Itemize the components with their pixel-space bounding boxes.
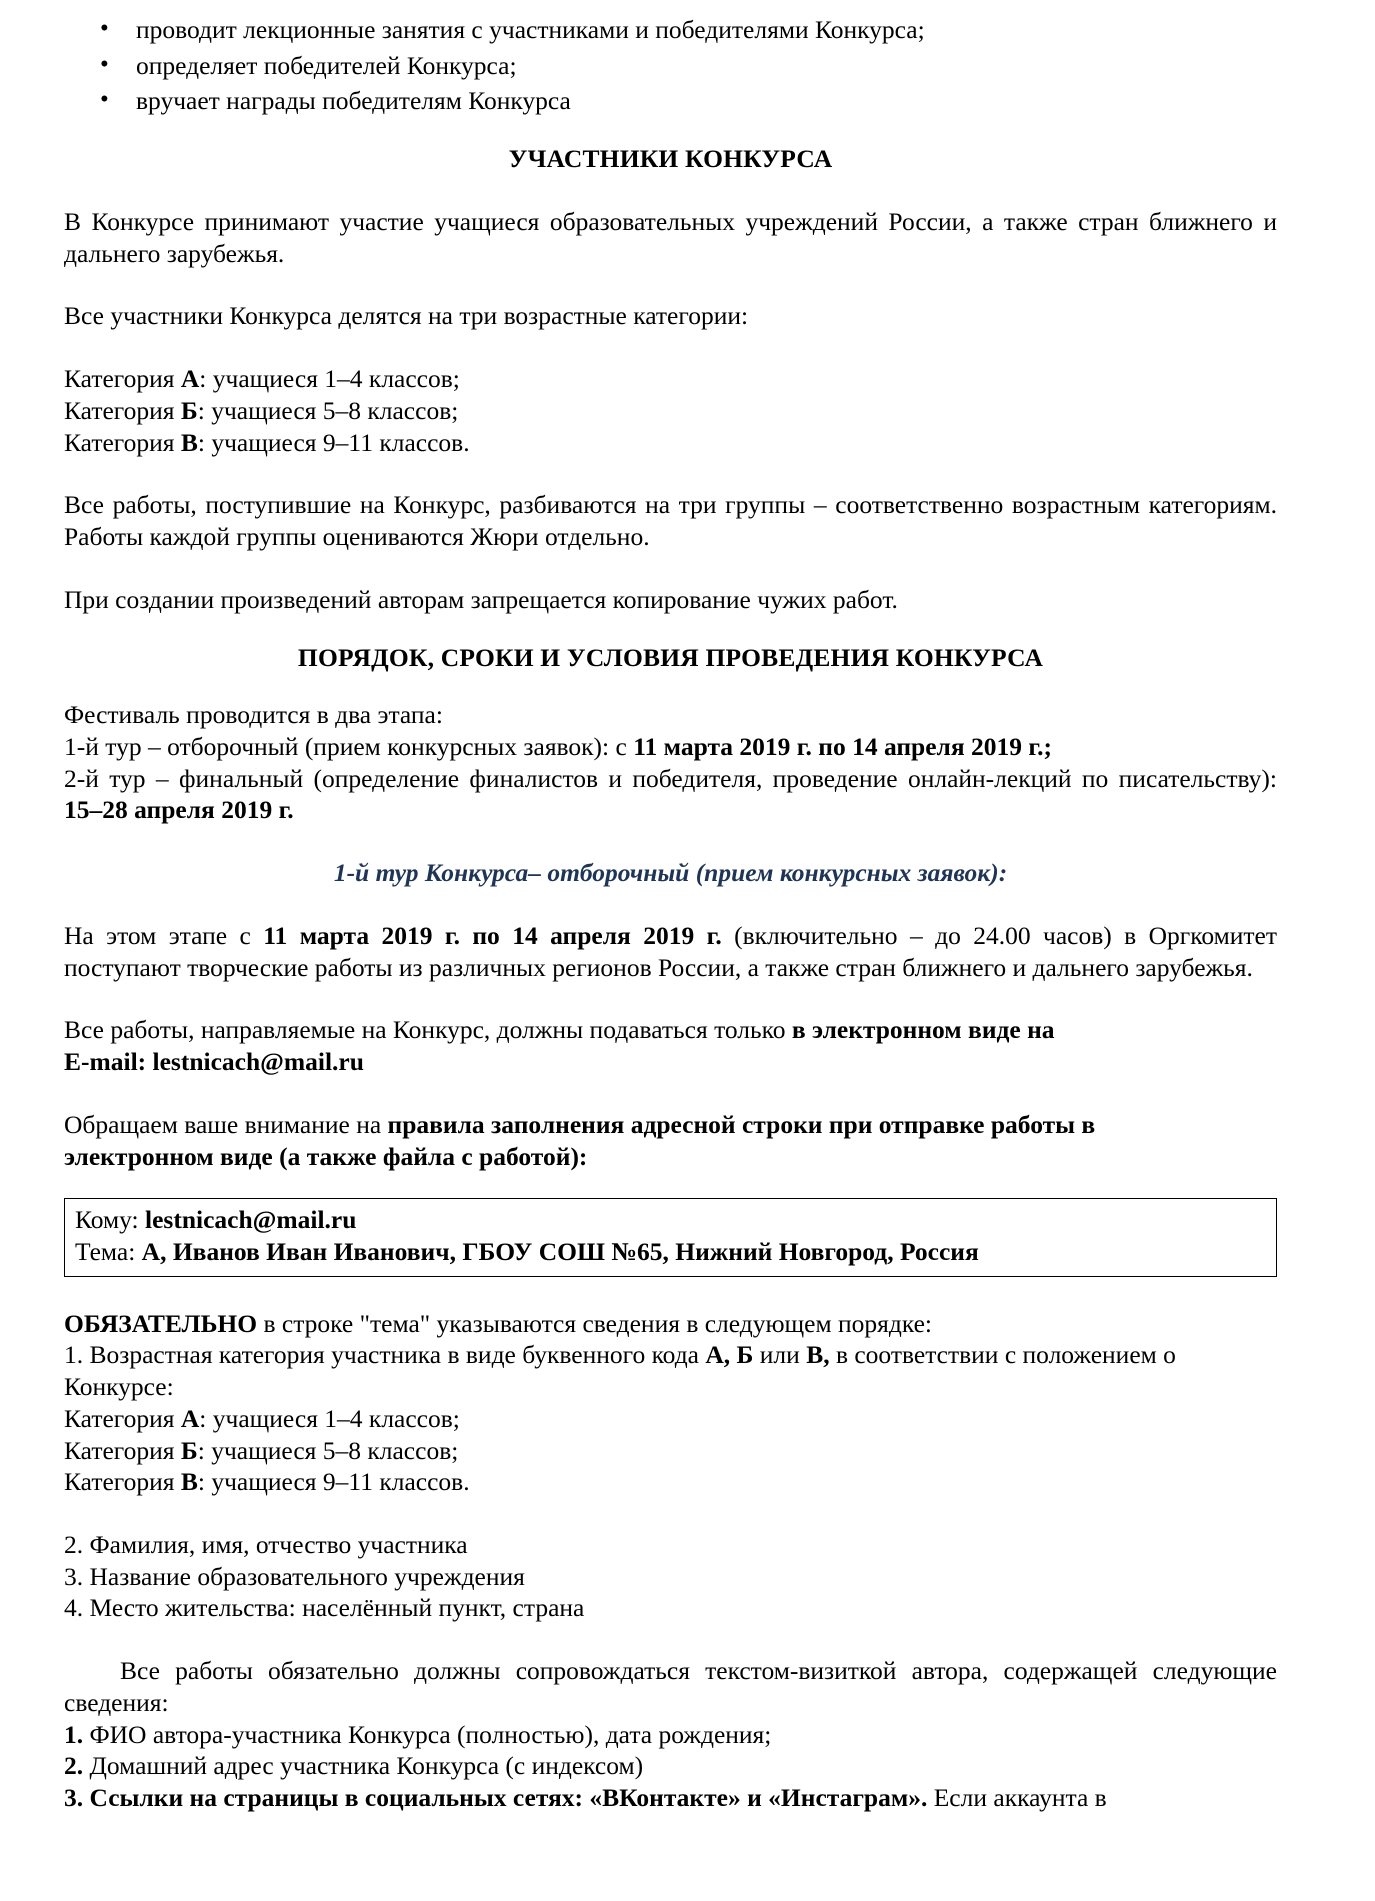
subject-rule-item-1 [64, 1339, 1277, 1402]
festival-stages-lead: Фестиваль проводится в два этапа: [64, 700, 443, 730]
attention-paragraph [64, 1109, 1277, 1141]
visitka-number-1: 1. [64, 1719, 84, 1749]
list-item [98, 50, 1277, 82]
category-prefix: Категория [64, 364, 181, 394]
rule-text-c: в соответствии с положением о Конкурсе: [64, 1340, 1176, 1402]
rule-text-b: или [753, 1340, 807, 1370]
list-item [98, 14, 1277, 46]
bullet-text: определяет победителей Конкурса; [136, 50, 517, 80]
round-two-dates: 15–28 апреля 2019 г. [64, 795, 294, 825]
email-to-label: Кому: [75, 1205, 139, 1235]
visitka-emphasis-3: 3. Ссылки на страницы в социальных сетях: «ВКонтакте» и «Инстаграм». [64, 1783, 928, 1813]
spacer [64, 1498, 1277, 1529]
category-suffix: : учащиеся 9–11 классов. [197, 427, 470, 457]
category-prefix: Категория [64, 1467, 181, 1497]
stage-text-start: На этом этапе с [64, 920, 264, 950]
spacer [64, 1172, 1277, 1198]
mandatory-emphasis: ОБЯЗАТЕЛЬНО [64, 1308, 258, 1338]
spacer [64, 332, 1277, 363]
email-subject-value: А, Иванов Иван Иванович, ГБОУ СОШ №65, Нижний Новгород, Россия [141, 1237, 979, 1267]
round-one-line [64, 731, 1277, 763]
email-example-box [64, 1198, 1277, 1276]
rule-text-a: 1. Возрастная категория участника в виде буквенного кода [64, 1340, 706, 1370]
category-suffix: : учащиеся 5–8 классов; [197, 395, 459, 425]
round-two-line [64, 763, 1277, 826]
round-one-text: 1-й тур – отборочный (прием конкурсных заявок): с [64, 732, 634, 762]
mandatory-rest: в строке "тема" указываются сведения в следующем порядке: [257, 1308, 933, 1338]
category-a-line [64, 363, 1277, 395]
visitka-text-3: Если аккаунта в [927, 1783, 1107, 1813]
subject-rule-item-2: 2. Фамилия, имя, отчество участника [64, 1530, 468, 1560]
category-v-line [64, 427, 1277, 459]
duties-bullet-list [64, 14, 1277, 117]
submission-paragraph [64, 1014, 1277, 1046]
rules-category-v-line [64, 1466, 1277, 1498]
copying-ban-paragraph: При создании произведений авторам запрещается копирование чужих работ. [64, 584, 898, 614]
submission-email: E-mail: lestnicach@mail.ru [64, 1047, 364, 1077]
email-subject-row [75, 1236, 1266, 1268]
stage-description-paragraph [64, 920, 1277, 983]
spacer [64, 1624, 1277, 1655]
attention-emphasis-1: правила заполнения адресной строки при отправке работы в [387, 1109, 1096, 1139]
spacer [64, 553, 1277, 584]
groups-paragraph: Все работы, поступившие на Конкурс, разбиваются на три группы – соответственно возрастным категориям. Работы каждой группы оцениваются Жюри отдельно. [64, 490, 1277, 552]
spacer [64, 1277, 1277, 1308]
round-one-dates: 11 марта 2019 г. по 14 апреля 2019 г.; [633, 732, 1052, 762]
rules-category-b-line [64, 1435, 1277, 1467]
spacer [64, 458, 1277, 489]
attention-text: Обращаем ваше внимание на [64, 1109, 388, 1139]
subheading-round-one: 1-й тур Конкурса– отборочный (прием конкурсных заявок): [333, 858, 1008, 888]
attention-paragraph-line2 [64, 1141, 1277, 1173]
rule-codes-2: В, [806, 1340, 830, 1370]
mandatory-rules-line [64, 1308, 1277, 1340]
bullet-text: вручает награды победителям Конкурса [136, 86, 571, 116]
subject-rule-item-3: 3. Название образовательного учреждения [64, 1561, 525, 1591]
list-item [98, 85, 1277, 117]
submission-email-line [64, 1046, 1277, 1078]
email-to-row [75, 1204, 1266, 1236]
email-subject-label: Тема: [75, 1237, 136, 1267]
category-letter: А [180, 364, 200, 394]
category-suffix: : учащиеся 9–11 классов. [197, 1467, 470, 1497]
category-suffix: : учащиеся 5–8 классов; [197, 1435, 459, 1465]
category-prefix: Категория [64, 427, 181, 457]
age-categories-lead: Все участники Конкурса делятся на три возрастные категории: [64, 301, 749, 331]
round-two-text: 2-й тур – финальный (определение финалистов и победителя, проведение онлайн-лекций по писательству): [64, 763, 1277, 793]
category-suffix: : учащиеся 1–4 классов; [199, 364, 460, 394]
category-letter: Б [180, 395, 198, 425]
category-letter: В [180, 1467, 198, 1497]
section-title-procedure: ПОРЯДОК, СРОКИ И УСЛОВИЯ ПРОВЕДЕНИЯ КОНКУРСА [297, 642, 1044, 672]
bullet-text: проводит лекционные занятия с участниками и победителями Конкурса; [136, 15, 925, 44]
subject-rule-item-4: 4. Место жительства: населённый пункт, страна [64, 1593, 585, 1623]
spacer [64, 673, 1277, 699]
stage-text-end: (включительно – до 24.00 часов) в Оргкомитет поступают творческие работы из различных регионов России, а также стран ближнего и дальнего зарубежья. [64, 920, 1277, 982]
spacer [64, 889, 1277, 920]
visitka-intro-paragraph: Все работы обязательно должны сопровождаться текстом-визиткой автора, содержащей следующие сведения: [64, 1656, 1277, 1717]
visitka-item-1 [64, 1719, 1277, 1751]
visitka-number-2: 2. [64, 1751, 84, 1781]
category-prefix: Категория [64, 1403, 181, 1433]
attention-emphasis-2: электронном виде (а также файла с работой): [64, 1141, 588, 1171]
email-to-value: lestnicach@mail.ru [145, 1205, 357, 1235]
visitka-text-2: Домашний адрес участника Конкурса (с индексом) [83, 1751, 644, 1781]
category-prefix: Категория [64, 395, 181, 425]
submission-emphasis: в электронном виде на [791, 1015, 1055, 1045]
spacer [64, 175, 1277, 206]
submission-text: Все работы, направляемые на Конкурс, должны подаваться только [64, 1015, 792, 1045]
visitka-item-3 [64, 1782, 1277, 1814]
rules-category-a-line [64, 1403, 1277, 1435]
category-letter: А [180, 1403, 200, 1433]
category-letter: Б [180, 1435, 198, 1465]
visitka-item-2 [64, 1750, 1277, 1782]
category-prefix: Категория [64, 1435, 181, 1465]
section-title-participants: УЧАСТНИКИ КОНКУРСА [508, 144, 833, 174]
stage-dates: 11 марта 2019 г. по 14 апреля 2019 г. [263, 920, 722, 950]
visitka-text-1: ФИО автора-участника Конкурса (полностью), дата рождения; [83, 1719, 772, 1749]
category-suffix: : учащиеся 1–4 классов; [199, 1403, 460, 1433]
spacer [64, 1078, 1277, 1109]
spacer [64, 983, 1277, 1014]
spacer [64, 269, 1277, 300]
spacer [64, 826, 1277, 857]
rule-codes-1: А, Б [705, 1340, 754, 1370]
participants-intro-paragraph: В Конкурсе принимают участие учащиеся образовательных учреждений России, а также стран ближнего и дальнего зарубежья. [64, 206, 1277, 268]
category-b-line [64, 395, 1277, 427]
category-letter: В [180, 427, 198, 457]
